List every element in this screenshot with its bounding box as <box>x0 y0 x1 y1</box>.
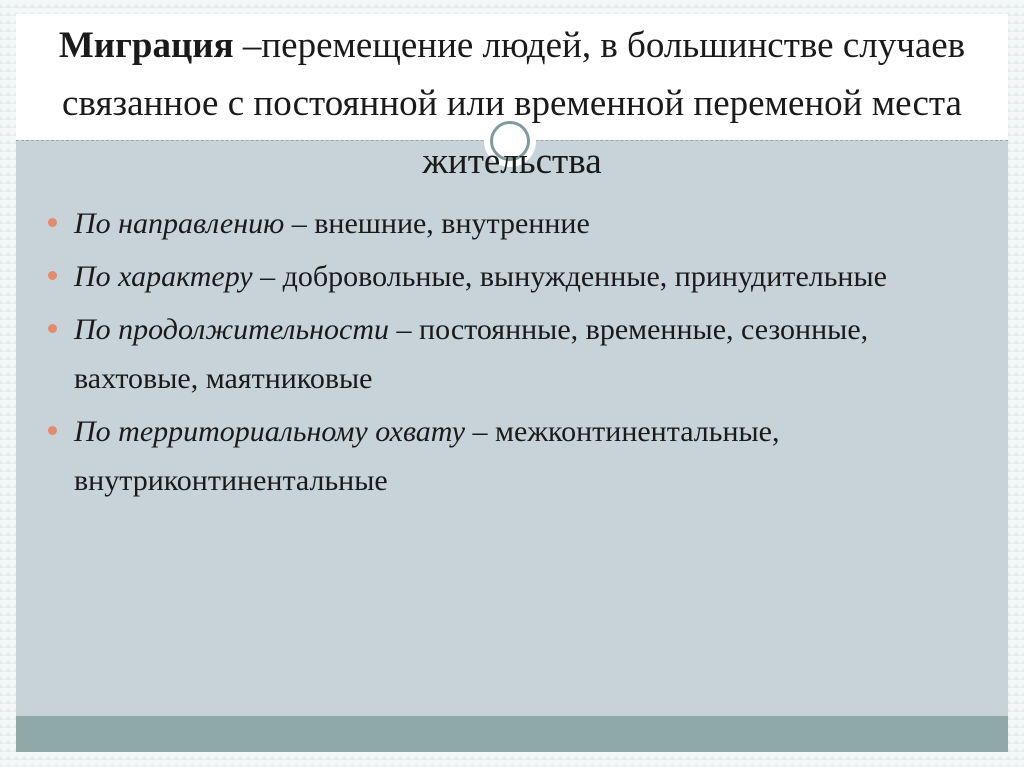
list-item <box>48 199 948 248</box>
bullet-text: добровольные, вынужденные, принудительные <box>275 260 887 293</box>
list-item <box>48 252 948 301</box>
bullet-term: По продолжительности – <box>74 313 412 346</box>
bullet-term: По характеру – <box>74 260 276 293</box>
bullet-dot-icon <box>48 218 57 227</box>
bullet-term: По территориальному охвату – <box>74 415 488 448</box>
slide-title <box>16 17 1008 191</box>
title-term: Миграция <box>58 25 234 66</box>
bullet-list <box>48 199 948 509</box>
bullet-dot-icon <box>48 271 57 280</box>
bullet-text: постоянные, временные, сезонные, вахтовые, маятниковые <box>74 313 869 395</box>
title-definition: –перемещение людей, в большинстве случаев связанное с постоянной или временной переменой места жительства <box>62 25 966 182</box>
list-item <box>48 407 948 505</box>
bullet-term: По направлению – <box>74 207 307 240</box>
list-item <box>48 305 948 403</box>
bullet-text: внешние, внутренние <box>306 207 590 240</box>
footer-bar <box>16 716 1008 752</box>
bullet-dot-icon <box>48 324 57 333</box>
bullet-text: межконтинентальные, внутриконтинентальные <box>74 415 780 497</box>
bullet-dot-icon <box>48 426 57 435</box>
